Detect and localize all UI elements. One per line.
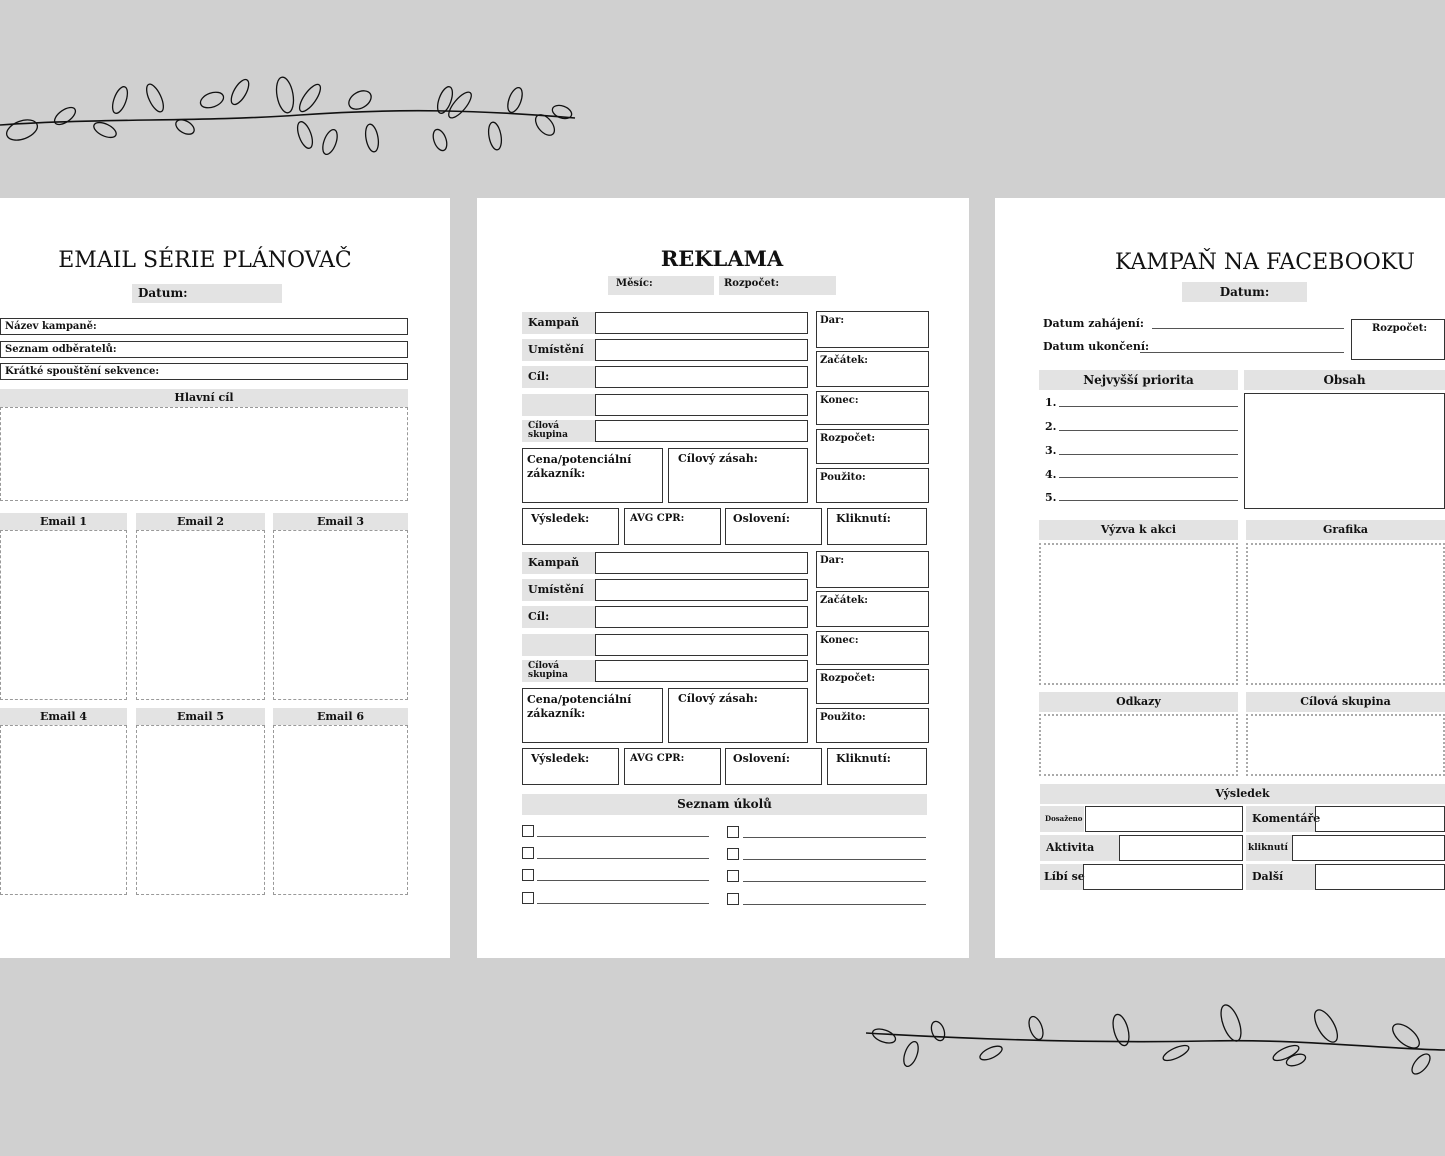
audience-label xyxy=(522,420,595,442)
email-4-header: Email 4 xyxy=(0,708,127,725)
campaign-input[interactable] xyxy=(595,312,808,334)
reklama-page xyxy=(477,198,969,958)
goal-label xyxy=(522,366,595,388)
priority-line xyxy=(1059,454,1238,455)
page-title: EMAIL SÉRIE PLÁNOVAČ xyxy=(58,248,352,273)
audience-box[interactable] xyxy=(1246,714,1445,776)
priority-number: 1. xyxy=(1045,396,1057,409)
email-4-box[interactable] xyxy=(0,725,127,895)
other-label xyxy=(1246,864,1315,890)
cost-per-customer-box[interactable] xyxy=(522,688,663,743)
stat-label: Výsledek: xyxy=(531,512,590,525)
vine-decoration-bottom xyxy=(866,998,1445,1088)
placement-label xyxy=(522,339,595,361)
side-label: Dar: xyxy=(820,555,845,566)
placement-input[interactable] xyxy=(595,579,808,601)
side-label: Rozpočet: xyxy=(820,673,876,684)
avg-cpr-box[interactable] xyxy=(624,508,721,545)
date-label: Datum: xyxy=(138,286,188,300)
priority-number: 4. xyxy=(1045,468,1057,481)
end-date-line xyxy=(1140,352,1344,353)
result-label: Líbí se xyxy=(1044,870,1085,883)
sequence-trigger-field[interactable] xyxy=(0,363,408,380)
field-label: Krátké spouštění sekvence: xyxy=(5,366,160,377)
campaign-name-field[interactable] xyxy=(0,318,408,335)
row-label: Cíl: xyxy=(528,370,550,383)
goal-label xyxy=(522,606,595,628)
links-box[interactable] xyxy=(1039,714,1238,776)
vine-decoration-top xyxy=(0,70,590,170)
campaign-label xyxy=(522,312,595,334)
task-line xyxy=(743,881,926,882)
links-header: Odkazy xyxy=(1039,692,1238,712)
row-label: Cílová skupina xyxy=(528,661,568,680)
comments-input[interactable] xyxy=(1315,806,1445,832)
side-label: Konec: xyxy=(820,635,859,646)
priority-header: Nejvyšší priorita xyxy=(1039,370,1238,390)
used-box[interactable] xyxy=(816,468,929,503)
cost-label: Cena/potenciální zákazník: xyxy=(527,453,632,480)
task-line xyxy=(743,904,926,905)
start-box[interactable] xyxy=(816,591,929,627)
date-label: Datum: xyxy=(1219,285,1270,299)
row-label: Umístění xyxy=(528,583,584,596)
budget-box[interactable] xyxy=(816,669,929,704)
side-label: Konec: xyxy=(820,395,859,406)
subscriber-list-field[interactable] xyxy=(0,341,408,358)
date-field[interactable] xyxy=(132,284,282,303)
audience-input[interactable] xyxy=(595,420,808,442)
side-label: Použito: xyxy=(820,712,866,723)
task-line xyxy=(743,859,926,860)
email-planner-page xyxy=(0,198,450,958)
stat-label: Oslovení: xyxy=(733,752,790,765)
priority-line xyxy=(1059,477,1238,478)
month-field[interactable] xyxy=(608,276,714,295)
task-checkbox[interactable] xyxy=(522,825,534,837)
page-title: REKLAMA xyxy=(660,246,784,271)
graphics-box[interactable] xyxy=(1246,543,1445,685)
campaign-label xyxy=(522,552,595,574)
priority-line xyxy=(1059,500,1238,501)
task-checkbox[interactable] xyxy=(727,826,739,838)
budget-box[interactable] xyxy=(816,429,929,464)
cta-header: Výzva k akci xyxy=(1039,520,1238,540)
main-goal-box[interactable] xyxy=(0,407,408,501)
row-label: Kampaň xyxy=(528,316,580,329)
placement-label xyxy=(522,579,595,601)
row-label: Kampaň xyxy=(528,556,580,569)
side-label: Použito: xyxy=(820,472,866,483)
result-label: Další xyxy=(1252,870,1284,883)
row-label: Cíl: xyxy=(528,610,550,623)
task-list-header: Seznam úkolů xyxy=(522,794,927,815)
budget-field[interactable] xyxy=(719,276,836,295)
email-3-header: Email 3 xyxy=(273,513,408,530)
field-label: Seznam odběratelů: xyxy=(5,344,117,355)
used-box[interactable] xyxy=(816,708,929,743)
audience-label xyxy=(522,660,595,682)
page-title: KAMPAŇ NA FACEBOOKU xyxy=(1115,250,1415,275)
clicks-box[interactable] xyxy=(827,748,927,785)
avg-cpr-box[interactable] xyxy=(624,748,721,785)
target-reach-box[interactable] xyxy=(668,448,808,503)
start-date-line xyxy=(1152,328,1344,329)
email-1-header: Email 1 xyxy=(0,513,127,530)
empty-label xyxy=(522,394,595,416)
reach-stat-box[interactable] xyxy=(725,508,822,545)
task-checkbox[interactable] xyxy=(727,893,739,905)
task-checkbox[interactable] xyxy=(522,869,534,881)
email-3-box[interactable] xyxy=(273,530,408,700)
task-checkbox[interactable] xyxy=(727,870,739,882)
result-label: Dosaženo xyxy=(1045,814,1083,823)
reach-stat-box[interactable] xyxy=(725,748,822,785)
activity-input[interactable] xyxy=(1119,835,1243,861)
result-label: Komentáře xyxy=(1252,812,1321,825)
stat-label: AVG CPR: xyxy=(630,753,685,764)
task-checkbox[interactable] xyxy=(522,892,534,904)
goal-input[interactable] xyxy=(595,606,808,628)
stat-label: AVG CPR: xyxy=(630,513,685,524)
priority-number: 5. xyxy=(1045,491,1057,504)
priority-line xyxy=(1059,430,1238,431)
clicks-input[interactable] xyxy=(1292,835,1445,861)
task-line xyxy=(537,858,709,859)
month-label: Měsíc: xyxy=(616,278,653,289)
email-1-box[interactable] xyxy=(0,530,127,700)
cta-box[interactable] xyxy=(1039,543,1238,685)
likes-label xyxy=(1040,864,1083,890)
extra-input[interactable] xyxy=(595,634,808,656)
reach-label: Cílový zásah: xyxy=(678,452,758,465)
goal-input[interactable] xyxy=(595,366,808,388)
audience-input[interactable] xyxy=(595,660,808,682)
email-2-header: Email 2 xyxy=(136,513,265,530)
result-header: Výsledek xyxy=(1040,784,1445,804)
reached-input[interactable] xyxy=(1085,806,1243,832)
likes-input[interactable] xyxy=(1083,864,1243,890)
email-2-box[interactable] xyxy=(136,530,265,700)
content-box[interactable] xyxy=(1244,393,1445,509)
content-header: Obsah xyxy=(1244,370,1445,390)
clicks-label xyxy=(1246,835,1292,861)
comments-label xyxy=(1246,806,1321,832)
budget-label: Rozpočet: xyxy=(724,278,780,289)
stat-label: Oslovení: xyxy=(733,512,790,525)
result-label: kliknutí xyxy=(1248,843,1288,853)
result-label: Aktivita xyxy=(1046,841,1095,854)
priority-line xyxy=(1059,406,1238,407)
row-label: Umístění xyxy=(528,343,584,356)
empty-label xyxy=(522,634,595,656)
reach-label: Cílový zásah: xyxy=(678,692,758,705)
activity-label xyxy=(1040,835,1119,861)
task-line xyxy=(537,836,709,837)
email-6-box[interactable] xyxy=(273,725,408,895)
target-reach-box[interactable] xyxy=(668,688,808,743)
priority-number: 2. xyxy=(1045,420,1057,433)
stat-label: Výsledek: xyxy=(531,752,590,765)
start-box[interactable] xyxy=(816,351,929,387)
side-label: Začátek: xyxy=(820,355,868,366)
extra-input[interactable] xyxy=(595,394,808,416)
main-goal-header: Hlavní cíl xyxy=(0,389,408,407)
result-box[interactable] xyxy=(522,748,619,785)
audience-header: Cílová skupina xyxy=(1246,692,1445,712)
stat-label: Kliknutí: xyxy=(836,512,891,525)
task-checkbox[interactable] xyxy=(727,848,739,860)
graphics-header: Grafika xyxy=(1246,520,1445,540)
side-label: Rozpočet: xyxy=(820,433,876,444)
row-label: Cílová skupina xyxy=(528,421,568,440)
start-date-label: Datum zahájení: xyxy=(1043,317,1144,330)
clicks-box[interactable] xyxy=(827,508,927,545)
reached-label xyxy=(1040,806,1084,832)
side-label: Začátek: xyxy=(820,595,868,606)
task-line xyxy=(743,837,926,838)
end-box[interactable] xyxy=(816,631,929,665)
end-date-label: Datum ukončení: xyxy=(1043,340,1150,353)
stat-label: Kliknutí: xyxy=(836,752,891,765)
task-line xyxy=(537,880,709,881)
gift-box[interactable] xyxy=(816,311,929,348)
priority-number: 3. xyxy=(1045,444,1057,457)
task-checkbox[interactable] xyxy=(522,847,534,859)
end-box[interactable] xyxy=(816,391,929,425)
campaign-input[interactable] xyxy=(595,552,808,574)
date-field[interactable] xyxy=(1182,282,1307,302)
placement-input[interactable] xyxy=(595,339,808,361)
other-input[interactable] xyxy=(1315,864,1445,890)
task-line xyxy=(537,903,709,904)
budget-box[interactable] xyxy=(1351,319,1445,360)
budget-label: Rozpočet: xyxy=(1372,323,1428,334)
email-5-box[interactable] xyxy=(136,725,265,895)
facebook-campaign-page xyxy=(995,198,1445,958)
email-5-header: Email 5 xyxy=(136,708,265,725)
gift-box[interactable] xyxy=(816,551,929,588)
email-6-header: Email 6 xyxy=(273,708,408,725)
side-label: Dar: xyxy=(820,315,845,326)
field-label: Název kampaně: xyxy=(5,321,97,332)
cost-per-customer-box[interactable] xyxy=(522,448,663,503)
cost-label: Cena/potenciální zákazník: xyxy=(527,693,632,720)
result-box[interactable] xyxy=(522,508,619,545)
